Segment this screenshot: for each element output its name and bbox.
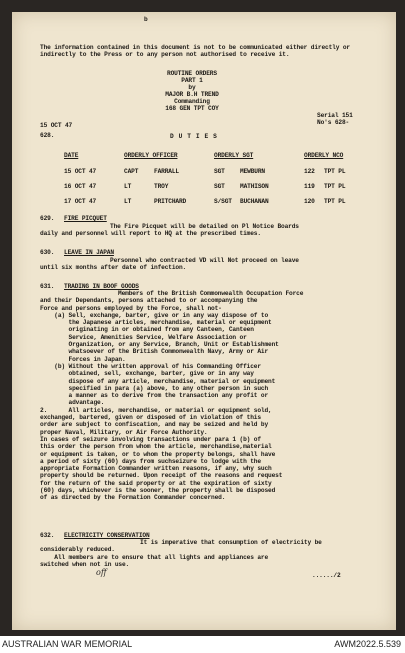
- heading-commanding: Commanding: [174, 98, 210, 105]
- footer-bar: [0, 636, 405, 653]
- section-631-title: TRADING IN BOOF GOODS: [64, 283, 139, 290]
- section-629-number: 629.: [40, 215, 55, 222]
- section-630-title: LEAVE IN JAPAN: [64, 249, 114, 256]
- heading-unit: 168 GEN TPT COY: [165, 105, 219, 112]
- order-numbers: No's 628-: [317, 119, 350, 126]
- duties-header-date: DATE: [64, 152, 79, 159]
- row-nco-number: 120: [304, 198, 315, 205]
- row-date: 16 OCT 47: [64, 183, 97, 190]
- row-officer-rank: CAPT: [124, 168, 139, 175]
- serial-number: Serial 151: [317, 112, 353, 119]
- row-nco-unit: TPT PL: [324, 183, 346, 190]
- row-nco-number: 122: [304, 168, 315, 175]
- heading-commander-name: MAJOR B.H TREND: [165, 91, 219, 98]
- duties-title: D U T I E S: [170, 133, 218, 140]
- section-629-text: The Fire Picquet will be detailed on Pl Notice Boards daily and personnel will report to HQ at the prescribed times.: [40, 223, 299, 238]
- order-date: 15 OCT 47: [40, 122, 73, 129]
- duties-header-sgt: ORDERLY SGT: [214, 152, 254, 159]
- duties-header-nco: ORDERLY NCO: [304, 152, 344, 159]
- row-officer-rank: LT: [124, 183, 132, 190]
- heading-part: PART 1: [181, 77, 203, 84]
- section-631-text: Members of the British Commonwealth Occupation Force and their Dependants, persons attached to or accompanying the Force and persons employed by the Force, shall not- (a) Sell, exchange, barter, give or in any way dispose of to the Japanese articles, merchandise, material or equipment originating in or obtained from any Canteen, Canteen Service, Amenities Service, Welfare Association or Organization, or any Service, Branch, Unit or Establishment whatsoever of the British Commonwealth Navy, Army or Air Forces in Japan. (b) Without the written approval of his Commanding Officer obtained, sell, exchange, barter, give or in any way dispose of any article, merchandise, material or equipment specified in para (a) above, to any other person in such a manner as to derive from the transaction any profit or advantage. 2. All articles, merchandise, or material or equipment sold, exchanged, bartered, given or disposed of in violation of this order are subject to confiscation, and may be seized and held by proper Naval, Military, or Air Force Authority. In cases of seizure involving transactions under para 1 (b) of this order the person from whom the article, merchandise,material or equipment is taken, or to whom the property belongs, shall have a period of sixty (60) days from suchseizure to lodge with the appropriate Formation Commander written reasons, if any, why such property should be returned. Upon receipt of the reasons and request for the return of the said property or at the expiration of sixty (60) days, whichever is the sooner, the property shall be disposed of as directed by the Formation Commander concerned.: [40, 290, 304, 502]
- row-officer-rank: LT: [124, 198, 132, 205]
- row-sgt-name: MATHISON: [240, 183, 269, 190]
- section-630-text: Personnel who contracted VD will Not proceed on leave until six months after date of infection.: [40, 257, 299, 272]
- page-marker: b: [144, 16, 148, 23]
- section-631-number: 631.: [40, 283, 55, 290]
- section-629-title: FIRE PICQUET: [64, 215, 107, 222]
- continuation-marker: ....../2: [312, 572, 341, 579]
- section-632-number: 632.: [40, 532, 55, 539]
- handwritten-note: off: [96, 568, 107, 577]
- section-628-number: 628.: [40, 132, 55, 139]
- row-officer-name: PRITCHARD: [154, 198, 187, 205]
- row-nco-unit: TPT PL: [324, 168, 346, 175]
- row-sgt-rank: S/SGT: [214, 198, 232, 205]
- row-sgt-name: BUCHANAN: [240, 198, 269, 205]
- row-nco-unit: TPT PL: [324, 198, 346, 205]
- row-date: 17 OCT 47: [64, 198, 97, 205]
- section-630-number: 630.: [40, 249, 55, 256]
- row-sgt-rank: SGT: [214, 183, 225, 190]
- row-date: 15 OCT 47: [64, 168, 97, 175]
- document-page: [12, 12, 396, 630]
- section-632-text: It is imperative that consumption of electricity be considerably reduced. All members are to ensure that all lights and appliances are switched when not in use.: [40, 539, 322, 568]
- footer-institution: AUSTRALIAN WAR MEMORIAL: [2, 639, 133, 649]
- row-nco-number: 119: [304, 183, 315, 190]
- section-632-title: ELECTRICITY CONSERVATION: [64, 532, 150, 539]
- row-officer-name: FARRALL: [154, 168, 179, 175]
- row-officer-name: TROY: [154, 183, 169, 190]
- footer-accession-number: AWM2022.5.539: [334, 639, 401, 649]
- heading-routine-orders: ROUTINE ORDERS: [167, 70, 217, 77]
- security-notice: The information contained in this document is not to be communicated either directly or indirectly to the Press or to any person not authorised to receive it.: [40, 44, 350, 59]
- row-sgt-rank: SGT: [214, 168, 225, 175]
- duties-header-officer: ORDERLY OFFICER: [124, 152, 178, 159]
- row-sgt-name: MEWBURN: [240, 168, 265, 175]
- heading-by: by: [188, 84, 196, 91]
